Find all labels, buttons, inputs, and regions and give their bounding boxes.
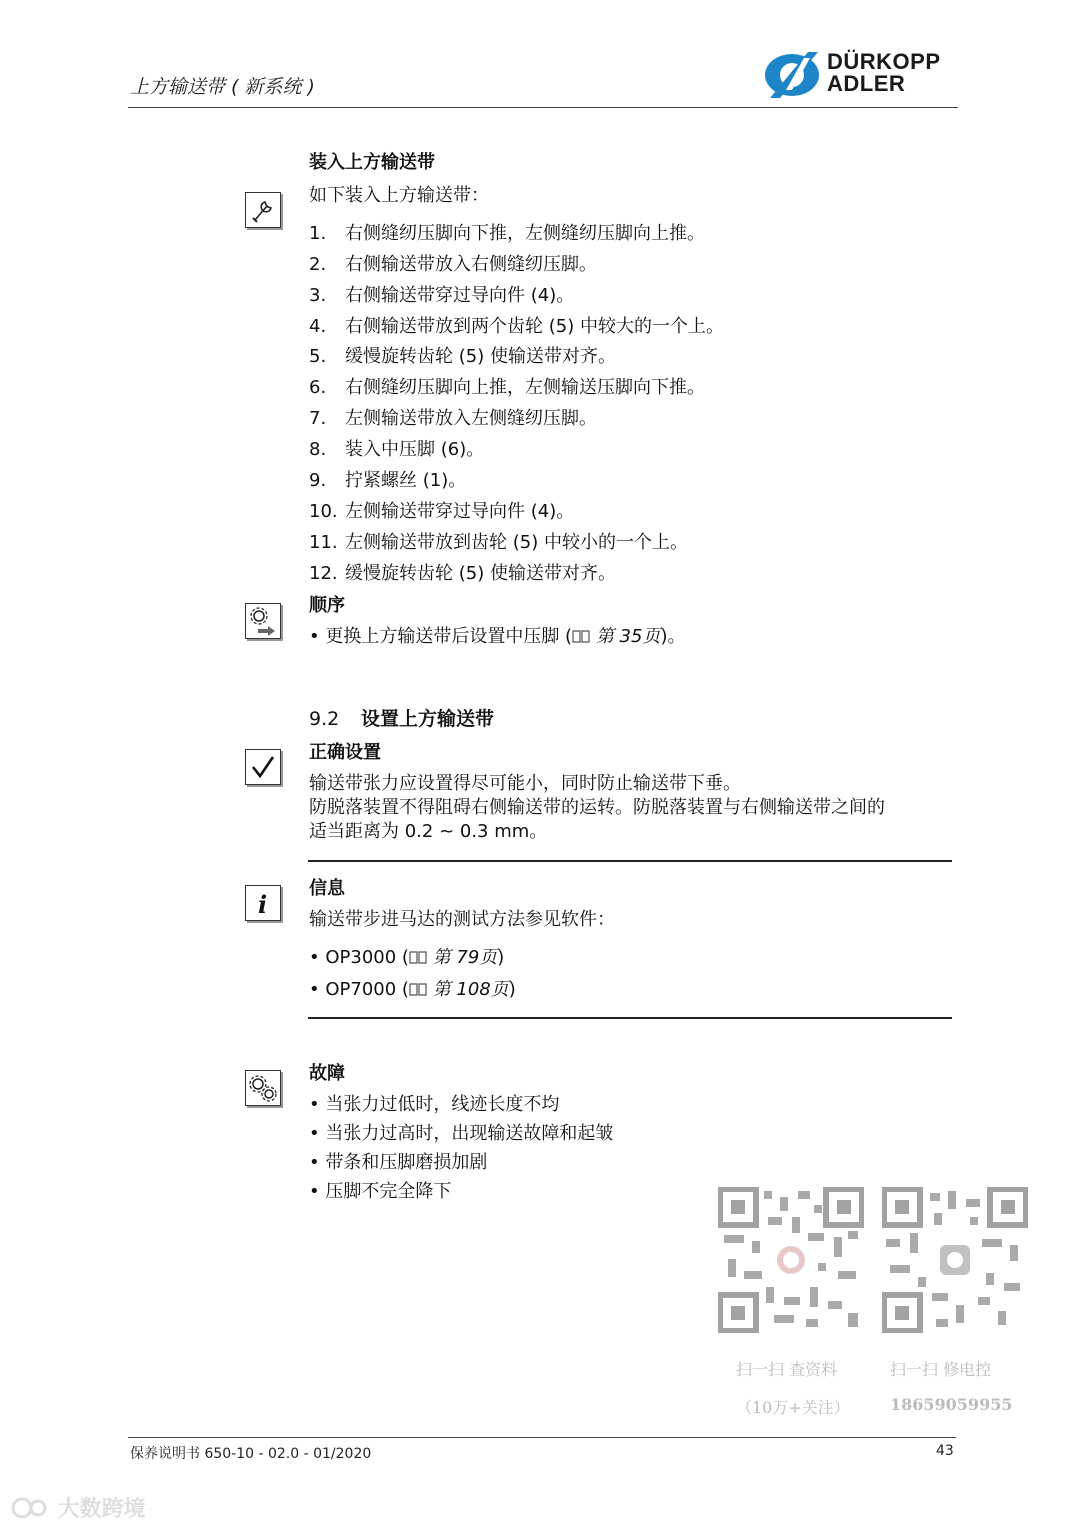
list-item: 4. 右侧输送带放到两个齿轮 (5) 中较大的一个上。 <box>309 316 724 337</box>
qr-right-caption: 扫一扫 修电控 <box>890 1360 992 1379</box>
info-icon <box>245 885 281 921</box>
list-item: 6. 右侧缝纫压脚向上推，左侧输送压脚向下推。 <box>309 377 705 398</box>
list-item: 10. 左侧输送带穿过导向件 (4)。 <box>309 501 575 522</box>
qr-code-left <box>718 1187 864 1333</box>
correct-setting-title: 正确设置 <box>309 742 381 763</box>
list-item: 3. 右侧输送带穿过导向件 (4)。 <box>309 285 575 306</box>
page-number: 43 <box>936 1443 954 1459</box>
qr-left-caption-2: （10万+关注） <box>736 1398 850 1417</box>
gears-icon <box>245 1070 281 1106</box>
brand-name-line1: DÜRKOPP <box>827 49 941 74</box>
divider <box>308 1017 952 1019</box>
section-heading: 9.2 设置上方输送带 <box>309 708 495 730</box>
header-rule <box>128 107 958 108</box>
svg-text:i: i <box>258 890 268 919</box>
book-icon <box>409 982 427 996</box>
info-intro: 输送带步进马达的测试方法参见软件： <box>309 909 615 930</box>
list-item: 5. 缓慢旋转齿轮 (5) 使输送带对齐。 <box>309 346 616 367</box>
sequence-item: • 更换上方输送带后设置中压脚 ( 第 35页)。 <box>309 626 686 647</box>
watermark-logo-icon <box>10 1496 50 1520</box>
brand-name-line2: ADLER <box>827 71 906 96</box>
watermark-text: 大数跨境 <box>57 1497 146 1522</box>
footer-doc-id: 保养说明书 650-10 - 02.0 - 01/2020 <box>130 1446 372 1462</box>
list-item: 9. 拧紧螺丝 (1)。 <box>309 470 467 491</box>
book-icon <box>572 629 590 643</box>
list-item: 7. 左侧输送带放入左侧缝纫压脚。 <box>309 408 597 429</box>
list-item: 2. 右侧输送带放入右侧缝纫压脚。 <box>309 254 597 275</box>
footer-rule <box>128 1437 956 1438</box>
install-intro: 如下装入上方输送带： <box>309 185 489 206</box>
list-item: 12. 缓慢旋转齿轮 (5) 使输送带对齐。 <box>309 563 616 584</box>
list-item: 8. 装入中压脚 (6)。 <box>309 439 485 460</box>
qr-left-caption: 扫一扫 查资料 <box>736 1360 838 1379</box>
fault-item: • 带条和压脚磨损加剧 <box>309 1152 488 1173</box>
fault-item: • 当张力过低时，线迹长度不均 <box>309 1094 560 1115</box>
qr-code-right <box>882 1187 1028 1333</box>
fault-item: • 压脚不完全降下 <box>309 1181 452 1202</box>
gear-arrow-icon <box>245 603 281 639</box>
correct-line-3: 适当距离为 0.2 ~ 0.3 mm。 <box>309 821 548 842</box>
list-item: 1. 右侧缝纫压脚向下推，左侧缝纫压脚向上推。 <box>309 223 705 244</box>
book-icon <box>409 950 427 964</box>
info-item: • OP3000 ( 第 79页) <box>309 947 505 968</box>
checkmark-icon <box>245 749 281 785</box>
info-item: • OP7000 ( 第 108页) <box>309 979 516 1000</box>
correct-line-1: 输送带张力应设置得尽可能小，同时防止输送带下垂。 <box>309 773 741 794</box>
list-item: 11. 左侧输送带放到齿轮 (5) 中较小的一个上。 <box>309 532 688 553</box>
logo-mark-icon <box>762 50 826 100</box>
install-title: 装入上方输送带 <box>309 152 435 173</box>
fault-title: 故障 <box>309 1063 345 1084</box>
info-title: 信息 <box>309 878 345 899</box>
header-title: 上方输送带 ( 新系统 ) <box>130 76 315 98</box>
correct-line-2: 防脱落装置不得阻碍右侧输送带的运转。防脱落装置与右侧输送带之间的 <box>309 797 885 818</box>
qr-right-phone: 18659059955 <box>890 1395 1013 1414</box>
wrench-icon <box>245 192 281 228</box>
watermark <box>10 1492 146 1523</box>
divider <box>308 860 952 862</box>
fault-item: • 当张力过高时，出现输送故障和起皱 <box>309 1123 614 1144</box>
sequence-title: 顺序 <box>309 595 345 616</box>
brand-name <box>827 51 941 95</box>
